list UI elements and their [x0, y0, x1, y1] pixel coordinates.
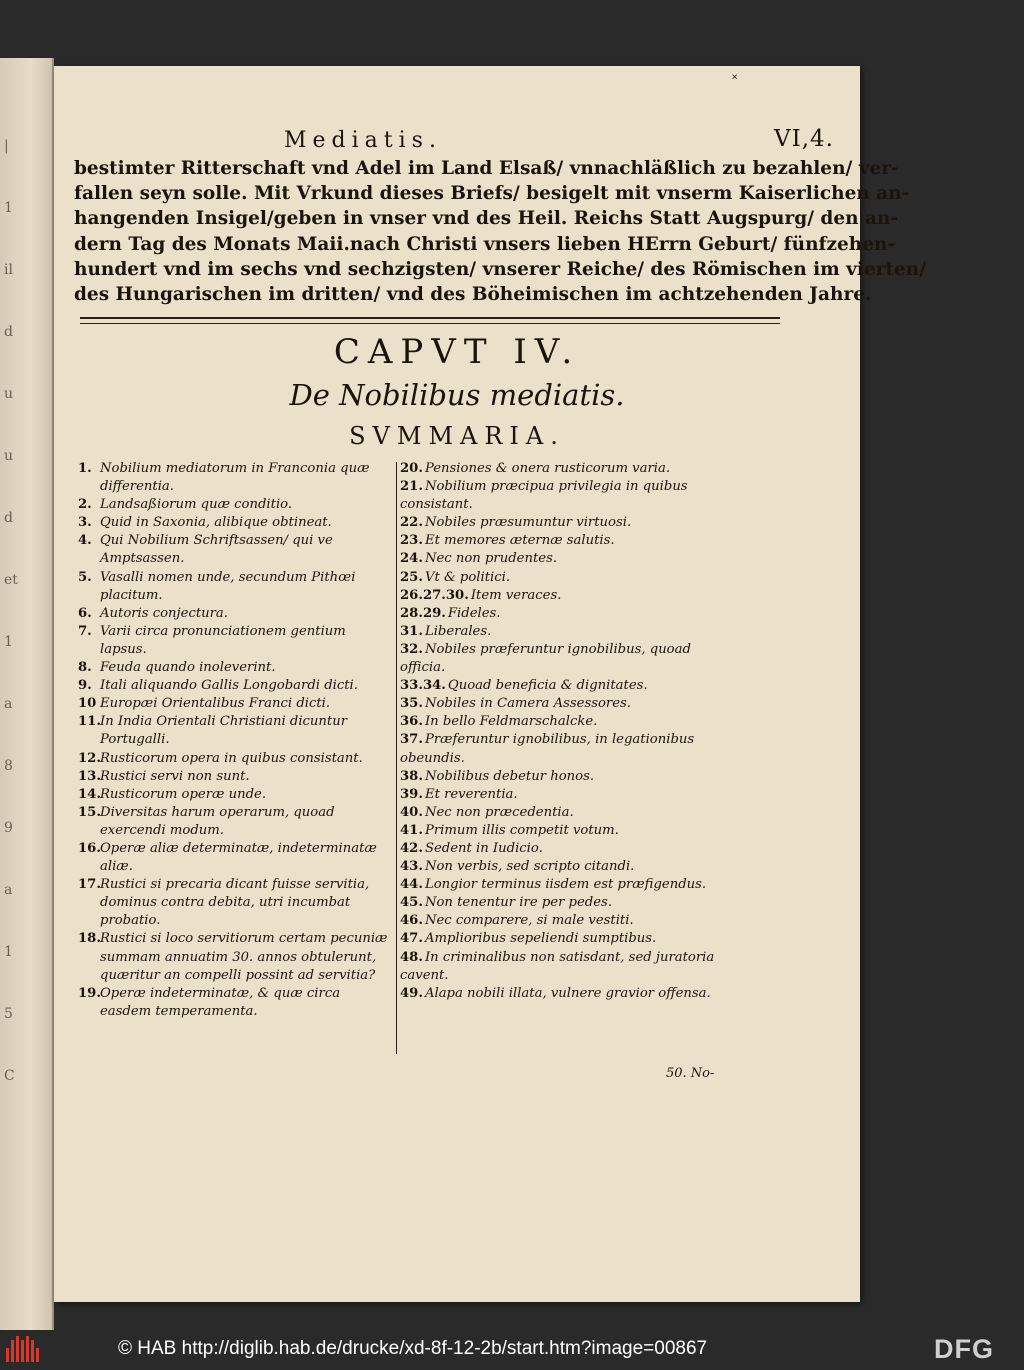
summary-entry-number: 23.: [400, 533, 423, 549]
dfg-logo: DFG: [934, 1334, 994, 1364]
summary-entry-text: Alapa nobili illata, vulnere gravior offensa.: [424, 985, 711, 1001]
summary-entry: [78, 659, 394, 677]
summary-entry-number: 49.: [400, 985, 423, 1001]
summary-entry: [400, 804, 740, 822]
summary-entry: [78, 840, 394, 876]
running-head: [284, 128, 834, 153]
prev-page-fragment: 8: [4, 758, 13, 774]
summary-entry-text: Nobilium præcipua privilegia in quibus consistant.: [400, 479, 688, 513]
summary-entry: [400, 858, 740, 876]
summary-entry-number: 48.: [400, 949, 423, 965]
summary-entry-number: 42.: [400, 840, 423, 856]
summary-entry-text: Et reverentia.: [424, 786, 518, 802]
book-page: [54, 66, 926, 1302]
summary-entry: [78, 460, 394, 496]
prev-page-fragment: d: [4, 324, 13, 340]
summary-entry-text: Nobilibus debetur honos.: [424, 768, 595, 784]
summary-heading: SVMMARIA.: [349, 422, 565, 450]
summary-entry: [78, 930, 394, 984]
summary-entry-text: Nobiles in Camera Assessores.: [424, 696, 632, 712]
summary-entry-number: 22.: [400, 515, 423, 531]
prev-page-fragment: u: [4, 448, 14, 464]
summary-entry-number: 33.34.: [400, 678, 446, 694]
summary-entry-text: Nobiles præferuntur ignobilibus, quoad officia.: [400, 641, 691, 676]
summary-entry-number: 40.: [400, 804, 423, 820]
summary-entry: [400, 930, 740, 948]
summary-entry: [400, 514, 740, 532]
column-divider: [396, 462, 397, 1054]
summary-entry: [400, 569, 740, 587]
summary-entry: [78, 496, 394, 514]
summary-entry: [400, 894, 740, 912]
prev-page-fragment: et: [4, 572, 18, 588]
summary-entry-number: 5.: [78, 569, 92, 585]
summary-entry: [400, 912, 740, 930]
summary-entry-text: Rustici servi non sunt.: [100, 768, 250, 784]
summary-entry: [78, 713, 394, 749]
summary-entry-number: 28.29.: [400, 605, 446, 621]
summary-entry: [78, 768, 394, 786]
summary-entry-text: Landsaßiorum quæ conditio.: [100, 497, 293, 513]
summary-entry-number: 15.: [78, 804, 101, 820]
summary-left-column: [78, 460, 394, 1021]
summary-entry: [400, 460, 740, 478]
summary-entry: [400, 623, 740, 641]
summary-entry-number: 24.: [400, 551, 423, 567]
summary-right-column: [400, 460, 740, 1003]
summary-entry-number: 16.: [78, 840, 101, 856]
german-line: des Hungarischen im dritten/ vnd des Böheimischen im achtzehenden Jahre.: [74, 284, 872, 306]
summary-entry: [400, 786, 740, 804]
summary-entry-number: 6.: [78, 605, 92, 621]
summary-entry: [78, 750, 394, 768]
hab-logo-icon: [6, 1336, 42, 1362]
summary-entry-number: 21.: [400, 479, 423, 495]
prev-page-fragment: u: [4, 386, 14, 402]
summary-entry-text: Quid in Saxonia, alibique obtineat.: [100, 515, 332, 531]
summary-entry-number: 13.: [78, 768, 101, 784]
summary-entry-number: 35.: [400, 696, 423, 712]
summary-entry: [400, 985, 740, 1003]
summary-entry-text: Quoad beneficia & dignitates.: [447, 678, 648, 694]
prev-page-fragment: a: [4, 696, 13, 712]
summary-entry-number: 46.: [400, 913, 423, 929]
summary-entry: [78, 605, 394, 623]
summary-entry: [400, 550, 740, 568]
summary-entry-number: 45.: [400, 895, 423, 911]
summary-entry-number: 1.: [78, 461, 92, 476]
summary-entry: [400, 713, 740, 731]
prev-page-fragment: a: [4, 882, 13, 898]
summary-entry-number: 14.: [78, 786, 101, 802]
page-corner-mark: ˟: [732, 72, 738, 88]
summary-entry: [400, 768, 740, 786]
summary-entry-text: Amplioribus sepeliendi sumptibus.: [424, 931, 657, 947]
summary-entry: [400, 876, 740, 894]
summary-entry: [78, 786, 394, 804]
previous-page-edge: [0, 58, 54, 1340]
page-signature: VI,4.: [774, 126, 834, 152]
summary-entry-number: 44.: [400, 877, 423, 893]
german-text-block: [74, 156, 926, 307]
prev-page-fragment: 1: [4, 944, 13, 960]
summary-entry-text: Liberales.: [424, 623, 492, 639]
summary-entry-number: 12.: [78, 750, 101, 766]
summary-entry: [78, 804, 394, 840]
summary-entry: [400, 822, 740, 840]
summary-entry: [78, 876, 394, 930]
summary-entry-text: Vt & politici.: [424, 569, 511, 585]
summary-entry: [400, 641, 740, 677]
summary-entry: [78, 623, 394, 659]
summary-entry-number: 32.: [400, 641, 423, 657]
summary-entry-text: Autoris conjectura.: [100, 605, 228, 621]
summary-entry-number: 4.: [78, 533, 92, 549]
summary-entry-text: In criminalibus non satisdant, sed juratoria cavent.: [400, 949, 715, 983]
summary-entry-text: Nec non prudentes.: [424, 551, 558, 567]
summary-entry-text: Operæ aliæ determinatæ, indeterminatæ aliæ.: [100, 840, 377, 875]
summary-entry-text: Rustici si loco servitiorum certam pecuniæ summam annuatim 30. annos obtulerunt, quæritur an compelli possint ad servitia?: [100, 931, 388, 983]
summary-entry-text: Varii circa pronunciationem gentium lapsus.: [100, 623, 346, 657]
summary-entry: [400, 587, 740, 605]
prev-page-fragment: C: [4, 1068, 15, 1084]
summary-entry: [400, 605, 740, 623]
summary-entry: [400, 840, 740, 858]
summary-entry-text: Item veraces.: [470, 587, 562, 603]
summary-entry: [400, 677, 740, 695]
copyright-link[interactable]: © HAB http://diglib.hab.de/drucke/xd-8f-12-2b/start.htm?image=00867: [118, 1338, 708, 1359]
ornamental-rule: [80, 317, 780, 324]
summary-entry: [78, 695, 394, 713]
summary-entry-number: 20.: [400, 461, 423, 476]
prev-page-fragment: d: [4, 510, 13, 526]
summary-entry-number: 2.: [78, 497, 92, 513]
summary-entry-number: 47.: [400, 931, 423, 947]
summary-entry-text: Feuda quando inoleverint.: [100, 660, 276, 676]
summary-entry-text: Nec comparere, si male vestiti.: [424, 913, 634, 929]
summary-entry-number: 19.: [78, 985, 101, 1001]
prev-page-fragment: 5: [4, 1006, 13, 1022]
summary-entry-text: Itali aliquando Gallis Longobardi dicti.: [100, 678, 358, 694]
summary-entry-text: Qui Nobilium Schriftsassen/ qui ve Amptsassen.: [100, 533, 333, 567]
summary-entry-number: 18.: [78, 931, 101, 947]
prev-page-fragment: |: [4, 138, 9, 154]
summary-entry-text: Non tenentur ire per pedes.: [424, 895, 613, 911]
chapter-title: CAPVT IV.: [333, 332, 581, 372]
summary-entry-text: Operæ indeterminatæ, & quæ circa easdem temperamenta.: [100, 985, 341, 1019]
summary-entry-text: Nec non præcedentia.: [424, 804, 574, 820]
prev-page-fragment: 1: [4, 200, 13, 216]
summary-entry-number: 26.27.30.: [400, 587, 469, 603]
summary-entry-text: Rusticorum operæ unde.: [100, 786, 267, 802]
summary-entry: [78, 985, 394, 1021]
catchword: 50. No-: [666, 1066, 715, 1081]
chapter-subtitle: De Nobilibus mediatis.: [289, 378, 625, 412]
summary-entry-text: Sedent in Iudicio.: [424, 840, 543, 856]
summary-entry-number: 31.: [400, 623, 423, 639]
summary-entry: [78, 569, 394, 605]
prev-page-fragment: 9: [4, 820, 13, 836]
summary-entry: [400, 695, 740, 713]
summary-entry-text: Rustici si precaria dicant fuisse servitia, dominus contra debita, utri incumbat probatio.: [100, 877, 370, 929]
german-line: fallen seyn solle. Mit Vrkund dieses Briefs/ besigelt mit vnserm Kaiserlichen an-: [74, 183, 910, 205]
summary-entry-text: Longior terminus iisdem est præfigendus.: [424, 877, 707, 893]
summary-entry-text: Non verbis, sed scripto citandi.: [424, 859, 635, 875]
summary-entry-text: Vasalli nomen unde, secundum Pithœi placitum.: [100, 569, 356, 603]
summary-entry-number: 9.: [78, 678, 92, 694]
summary-entry: [78, 677, 394, 695]
summary-entry-number: 3.: [78, 515, 92, 531]
summary-entry-number: 43.: [400, 859, 423, 875]
summary-entry-number: 39.: [400, 786, 423, 802]
summary-entry-number: 41.: [400, 822, 423, 838]
summary-entry: [400, 532, 740, 550]
summary-entry-number: 25.: [400, 569, 423, 585]
summary-entry-number: 37.: [400, 732, 423, 748]
german-line: hangenden Insigel/geben in vnser vnd des Heil. Reichs Statt Augspurg/ den an-: [74, 208, 899, 230]
summary-entry-number: 8.: [78, 660, 92, 676]
summary-entry-text: Et memores æternæ salutis.: [424, 533, 615, 549]
summary-entry-text: Rusticorum opera in quibus consistant.: [100, 750, 363, 766]
summary-entry-text: In bello Feldmarschalcke.: [424, 714, 598, 730]
summary-entry-number: 10: [78, 696, 97, 712]
summary-entry: [78, 532, 394, 568]
summary-entry-text: Nobiles præsumuntur virtuosi.: [424, 515, 632, 531]
summary-entry-text: In India Orientali Christiani dicuntur Portugalli.: [100, 714, 348, 748]
summary-entry-number: 11.: [78, 714, 101, 730]
summary-entry-text: Pensiones & onera rusticorum varia.: [424, 461, 671, 476]
summary-entry: [78, 514, 394, 532]
summary-entry-number: 38.: [400, 768, 423, 784]
prev-page-fragment: il: [4, 262, 13, 278]
running-head-title: Mediatis.: [284, 128, 442, 153]
summary-entry-number: 17.: [78, 877, 101, 893]
summary-entry-number: 7.: [78, 623, 92, 639]
footer-bar: [0, 1330, 1024, 1370]
summary-entry: [400, 949, 740, 985]
summary-entry-number: 36.: [400, 714, 423, 730]
german-line: bestimter Ritterschaft vnd Adel im Land Elsaß/ vnnachläßlich zu bezahlen/ ver-: [74, 158, 899, 179]
summary-entry-text: Nobilium mediatorum in Franconia quæ differentia.: [100, 461, 370, 495]
summary-entry-text: Præferuntur ignobilibus, in legationibus obeundis.: [400, 732, 695, 766]
summary-entry-text: Diversitas harum operarum, quoad exercendi modum.: [100, 804, 335, 838]
german-line: dern Tag des Monats Maii.nach Christi vnsers lieben HErrn Geburt/ fünfzehen-: [74, 233, 896, 255]
summary-entry: [400, 478, 740, 514]
summary-entry-text: Primum illis competit votum.: [424, 822, 619, 838]
prev-page-fragment: 1: [4, 634, 13, 650]
german-line: hundert vnd im sechs vnd sechzigsten/ vnserer Reiche/ des Römischen im vierten/: [74, 258, 926, 280]
summary-entry-text: Europæi Orientalibus Franci dicti.: [100, 696, 331, 712]
summary-entry-text: Fideles.: [447, 605, 501, 621]
summary-entry: [400, 731, 740, 767]
